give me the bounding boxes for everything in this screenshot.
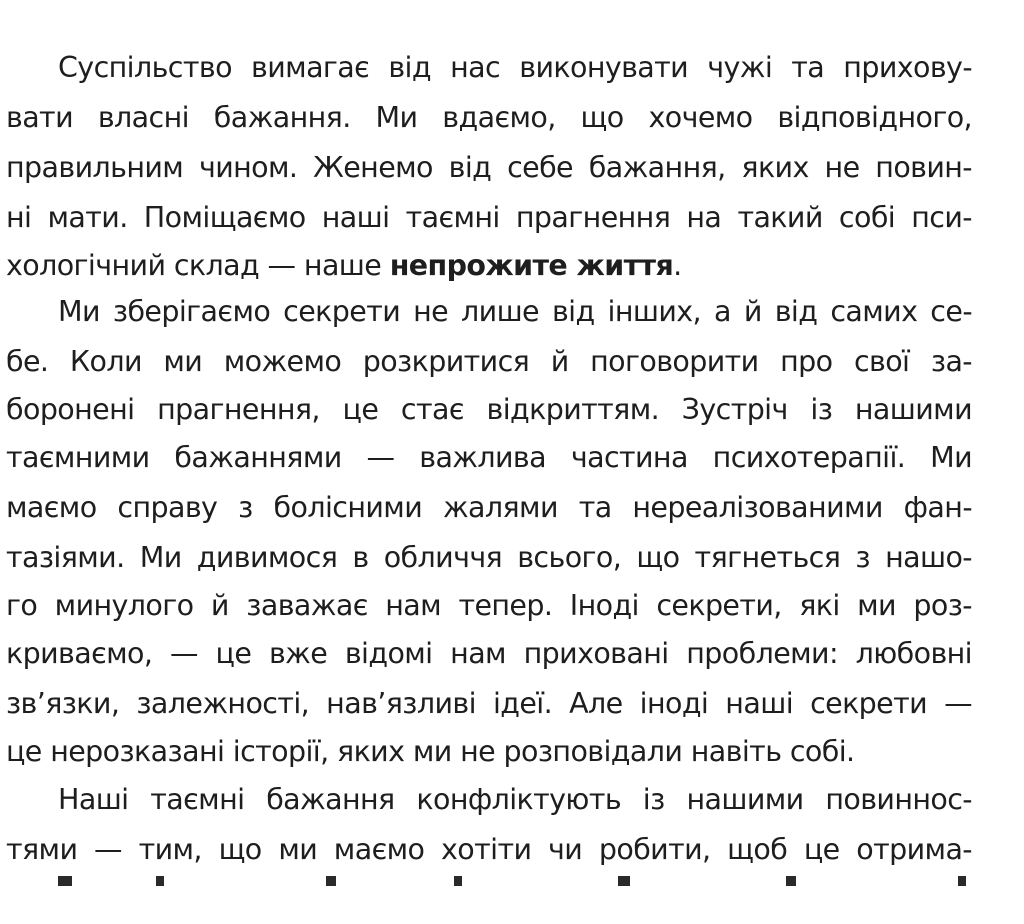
emphasis-unlived-life: непрожите життя <box>389 249 674 282</box>
paragraph-2-line-10: це нерозказані історії, яких ми не розповідали навіть собі. <box>6 735 855 768</box>
line-5-suffix: . <box>673 249 682 282</box>
paragraph-1-line-1: Суспільство вимагає від нас виконувати чужі та прихову- <box>58 51 972 84</box>
paragraph-1-line-2: вати власні бажання. Ми вдаємо, що хочемо відповідного, <box>6 101 972 134</box>
paragraph-3-line-1: Наші таємні бажання конфліктують із нашими повиннос- <box>58 783 972 816</box>
paragraph-2-line-7: го минулого й заважає нам тепер. Іноді секрети, які ми роз- <box>6 589 972 622</box>
paragraph-1-line-4: ні мати. Поміщаємо наші таємні прагнення на такий собі пси- <box>6 201 972 234</box>
cut-off-glyph-tops <box>6 874 972 886</box>
paragraph-2-line-3: боронені прагнення, це стає відкриттям. Зустріч із нашими <box>6 393 972 426</box>
line-5-prefix: хологічний склад — наше <box>6 249 390 282</box>
paragraph-2-line-2: бе. Коли ми можемо розкритися й поговорити про свої за- <box>6 345 972 378</box>
paragraph-2-line-6: тазіями. Ми дивимося в обличчя всього, що тягнеться з нашо- <box>6 541 972 574</box>
paragraph-2-line-5: маємо справу з болісними жалями та нереалізованими фан- <box>6 491 972 524</box>
cut-off-next-line <box>6 874 972 886</box>
paragraph-1-line-5 <box>6 242 972 290</box>
paragraph-2-line-8: криваємо, — це вже відомі нам приховані проблеми: любовні <box>6 637 972 670</box>
paragraph-2-line-1: Ми зберігаємо секрети не лише від інших, а й від самих се- <box>58 295 972 328</box>
paragraph-2-line-4: таємними бажаннями — важлива частина психотерапії. Ми <box>6 441 972 474</box>
paragraph-3-line-2: тями — тим, що ми маємо хотіти чи робити, щоб це отрима- <box>6 833 972 866</box>
paragraph-2-line-9: зв’язки, залежності, нав’язливі ідеї. Але іноді наші секрети — <box>6 687 972 720</box>
paragraph-1-line-3: правильним чином. Женемо від себе бажання, яких не повин- <box>6 151 972 184</box>
